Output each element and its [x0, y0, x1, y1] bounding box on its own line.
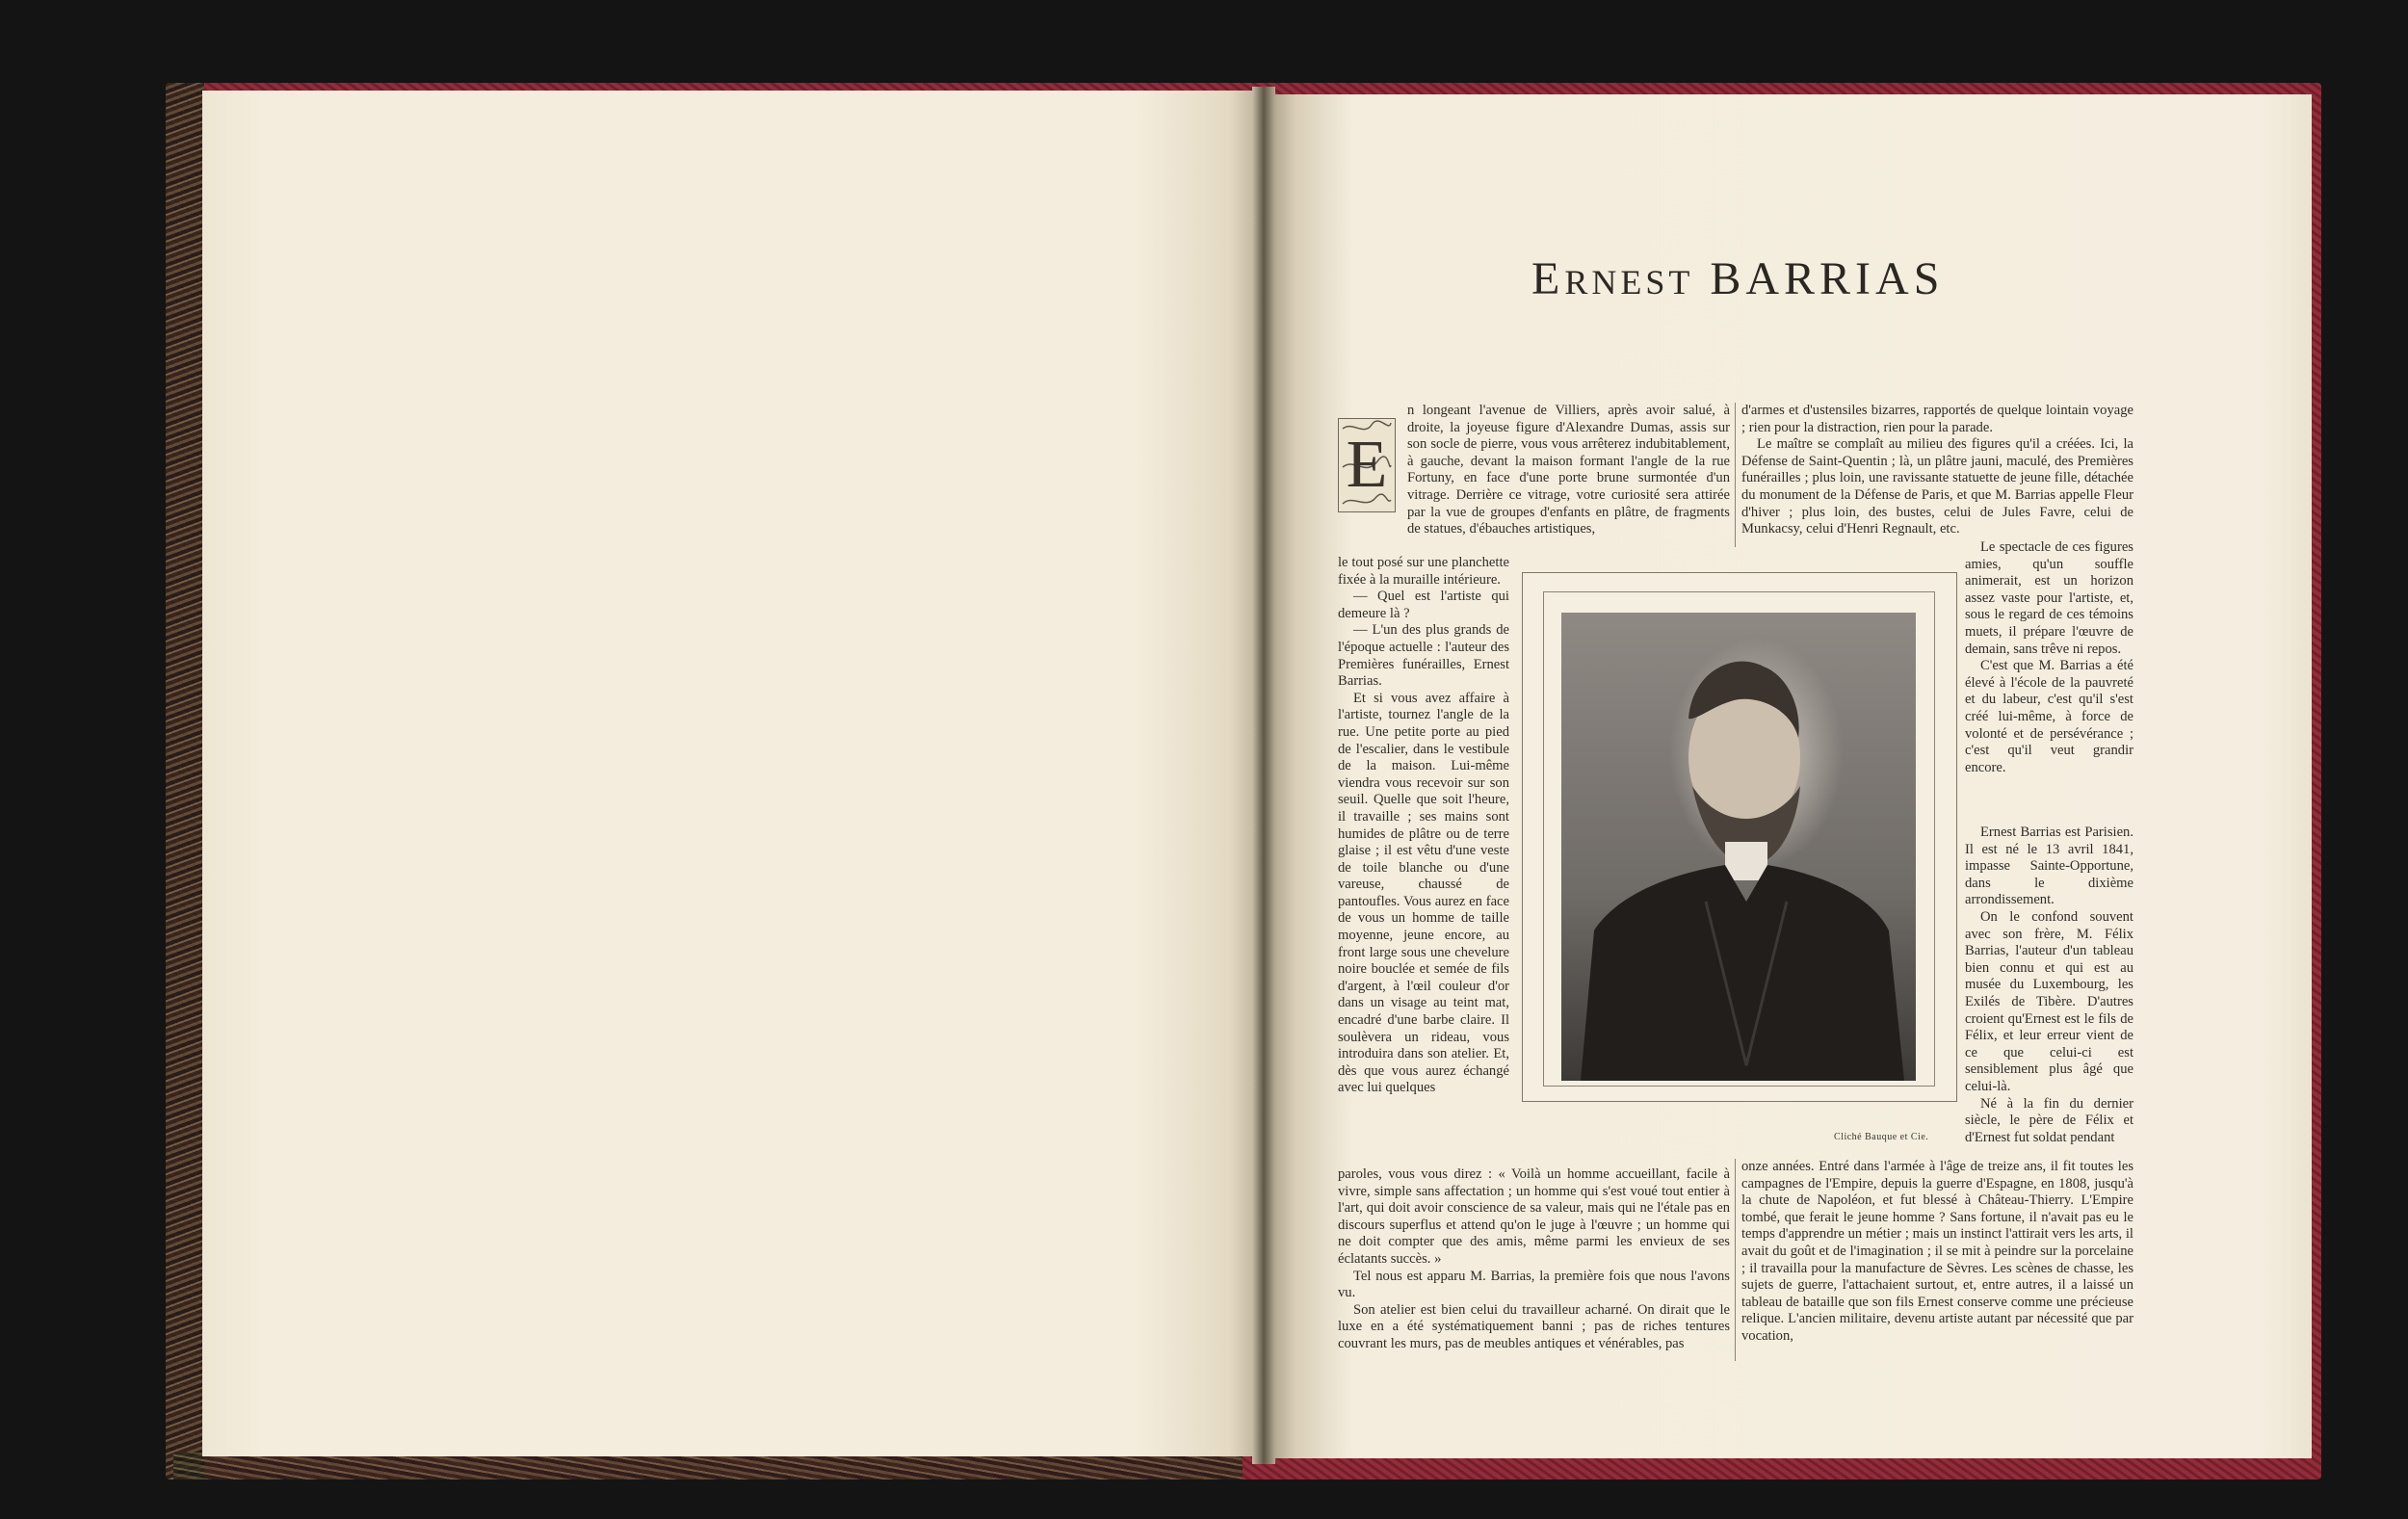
page-title [1531, 252, 2071, 305]
column-a-opening [1338, 403, 1730, 538]
column-b-top [1741, 403, 2133, 538]
column-a-narrow [1338, 555, 1509, 1097]
paragraph: Le maître se complaît au milieu des figures qu'il a créées. Ici, la Défense de Saint-Quentin ; là, un plâtre jauni, maculé, des Premières funérailles ; plus loin, une ravissante statuette de jeune fille, détachée du monument de la Défense de Paris, et que M. Barrias appelle Fleur d'hiver ; plus loin, des bustes, celui de Jules Favre, celui de Munkacsy, celui d'Henri Regnault, etc. [1741, 436, 2133, 537]
title-initial: E [1531, 253, 1565, 304]
column-divider [1735, 403, 1736, 547]
title-rest: RNEST [1564, 263, 1694, 301]
paragraph: le tout posé sur une planchette fixée à la muraille intérieure. [1338, 555, 1509, 588]
paragraph: Le spectacle de ces figures amies, qu'un souffle animerait, est un horizon assez vaste pour l'artiste, et, sous le regard de ces témoins muets, il prépare l'œuvre de demain, sans trêve ni repos. [1965, 539, 2133, 657]
paragraph: paroles, vous vous direz : « Voilà un homme accueillant, facile à vivre, simple sans affectation ; un homme qui s'est voué tout entier à l'art, qui doit avoir conscience de sa valeur, mais qui ne l'étale pas en discours superflus et attend qu'on le juge à l'œuvre ; un homme qui ne doit compter que des amis, même parmi les envieux de ses éclatants succès. » [1338, 1166, 1730, 1267]
paragraph: Ernest Barrias est Parisien. Il est né le 13 avril 1841, impasse Sainte-Opportune, dans le dixième arrondissement. [1965, 825, 2133, 908]
paragraph: Tel nous est apparu M. Barrias, la première fois que nous l'avons vu. [1338, 1268, 1730, 1301]
left-page-blank [202, 91, 1262, 1456]
column-b-narrow-lower [1965, 825, 2133, 1146]
paragraph: — L'un des plus grands de l'époque actuelle : l'auteur des Premières funérailles, Ernest Barrias. [1338, 622, 1509, 690]
paragraph: onze années. Entré dans l'armée à l'âge de treize ans, il fit toutes les campagnes de l'Empire, depuis la guerre d'Espagne, en 1808, jusqu'à la chute de Napoléon, et fut blessé à Château-Thierry. L'Empire tombé, que ferait le jeune homme ? Sans fortune, il n'avait pas eu le temps d'apprendre un métier ; mais un instinct l'attirait vers les arts, il avait du goût et de l'imagination ; il se mit à peindre sur la porcelaine ; il travailla pour la manufacture de Sèvres. Les scènes de chasse, les sujets de guerre, l'attachaient surtout, et, entre autres, il a laissé un tableau de bataille que son fils Ernest conserve comme une précieuse relique. L'ancien militaire, devenu artiste autant par nécessité que par vocation, [1741, 1159, 2133, 1344]
column-b-bottom [1741, 1159, 2133, 1346]
paragraph: d'armes et d'ustensiles bizarres, rapportés de quelque lointain voyage ; rien pour la distraction, rien pour la parade. [1741, 403, 2133, 435]
paragraph: Et si vous avez affaire à l'artiste, tournez l'angle de la rue. Une petite porte au pied de l'escalier, dans le vestibule de la maison. Lui-même viendra vous recevoir sur son seuil. Quelle que soit l'heure, il travaille ; ses mains sont humides de plâtre ou de terre glaise ; il est vêtu d'une veste de toile blanche ou d'une vareuse, chaussé de pantoufles. Vous aurez en face de vous un homme de taille moyenne, jeune encore, au front large sous une chevelure noire bouclée et semée de fils d'argent, à l'œil couleur d'or dans un visage au teint mat, encadré d'une barbe claire. Il soulèvera un rideau, vous introduira dans son atelier. Et, dès que vous aurez échangé avec lui quelques [1338, 690, 1509, 1096]
column-b-narrow-upper [1965, 539, 2133, 776]
portrait-photograph [1561, 613, 1916, 1081]
dropcap-letter: E [1346, 428, 1388, 502]
marbled-edge-bottom [173, 1453, 1243, 1480]
opening-paragraph: n longeant l'avenue de Villiers, après avoir salué, à droite, la joyeuse figure d'Alexandre Dumas, assis sur son socle de pierre, vous vous arrêterez indubitablement, à gauche, devant la maison formant l'angle de la rue Fortuny, en face d'une porte brune surmontée d'un vitrage. Derrière ce vitrage, votre curiosité sera attirée par la vue de groupes d'enfants en plâtre, de fragments de statues, d'ébauches artistiques, [1407, 403, 1730, 537]
paragraph: — Quel est l'artiste qui demeure là ? [1338, 589, 1509, 621]
paragraph: Né à la fin du dernier siècle, le père de Félix et d'Ernest fut soldat pendant [1965, 1095, 2133, 1145]
column-a-bottom [1338, 1166, 1730, 1353]
photo-credit: Cliché Bauque et Cie. [1834, 1132, 1929, 1142]
column-divider [1735, 1159, 1736, 1361]
paragraph: C'est que M. Barrias a été élevé à l'école de la pauvreté et du labeur, c'est qu'il s'est créé lui-même, à force de volonté et de persévérance ; c'est qu'il veut grandir encore. [1965, 658, 2133, 775]
paragraph: Son atelier est bien celui du travailleur acharné. On dirait que le luxe en a été systématiquement banni ; pas de riches tentures couvrant les murs, pas de meubles antiques et vénérables, pas [1338, 1301, 1730, 1351]
paragraph: On le confond souvent avec son frère, M. Félix Barrias, l'auteur d'un tableau bien connu et qui est au musée du Luxembourg, les Exilés de Tibère. D'autres croient qu'Ernest est le fils de Félix, et leur erreur vient de ce que celui-ci est sensiblement plus âgé que celui-là. [1965, 908, 2133, 1094]
marbled-edge-left [166, 83, 204, 1480]
title-surname: BARRIAS [1710, 253, 1945, 304]
book-gutter [1252, 87, 1275, 1464]
